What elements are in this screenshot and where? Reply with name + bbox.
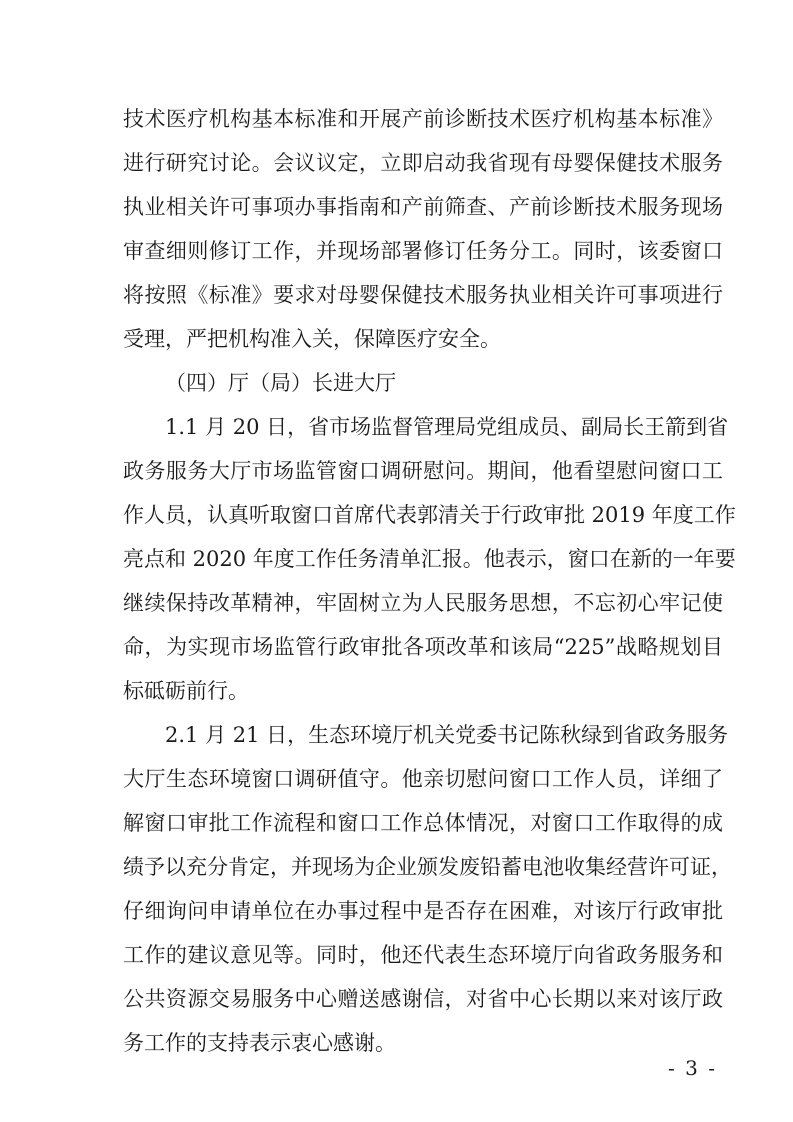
text-line: 解窗口审批工作流程和窗口工作总体情况，对窗口工作取得的成: [123, 811, 723, 835]
text-line: 命，为实现市场监管行政审批各项改革和该局“225”战略规划目: [123, 635, 723, 659]
text-line: 执业相关许可事项办事指南和产前筛查、产前诊断技术服务现场: [123, 195, 723, 219]
text-line: 政务服务大厅市场监管窗口调研慰问。期间，他看望慰问窗口工: [123, 459, 723, 483]
text-line: 审查细则修订工作，并现场部署修订任务分工。同时，该委窗口: [123, 239, 723, 263]
text-line: 公共资源交易服务中心赠送感谢信，对省中心长期以来对该厅政: [123, 987, 723, 1011]
text-line: 继续保持改革精神，牢固树立为人民服务思想，不忘初心牢记使: [123, 591, 723, 615]
text-line: 工作的建议意见等。同时，他还代表生态环境厅向省政务服务和: [123, 943, 723, 967]
text-line: 受理，严把机构准入关，保障医疗安全。: [123, 327, 501, 351]
page-number: - 3 -: [668, 1056, 717, 1080]
text-line: 作人员，认真听取窗口首席代表郭清关于行政审批 2019 年度工作: [123, 503, 736, 527]
text-line: 标砥砺前行。: [123, 679, 249, 703]
section-heading: （四）厅（局）长进大厅: [165, 371, 396, 395]
text-line: 亮点和 2020 年度工作任务清单汇报。他表示，窗口在新的一年要: [123, 547, 736, 571]
text-line: 技术医疗机构基本标准和开展产前诊断技术医疗机构基本标准》: [123, 107, 723, 131]
text-line: 绩予以充分肯定，并现场为企业颁发废铅蓄电池收集经营许可证，: [123, 855, 732, 879]
text-line: 务工作的支持表示衷心感谢。: [123, 1031, 396, 1055]
text-line: 1.1 月 20 日，省市场监督管理局党组成员、副局长王箭到省: [165, 415, 729, 439]
text-line: 仔细询问申请单位在办事过程中是否存在困难，对该厅行政审批: [123, 899, 723, 923]
text-line: 将按照《标准》要求对母婴保健技术服务执业相关许可事项进行: [123, 283, 723, 307]
text-line: 进行研究讨论。会议议定，立即启动我省现有母婴保健技术服务: [123, 151, 723, 175]
text-line: 大厅生态环境窗口调研值守。他亲切慰问窗口工作人员，详细了: [123, 767, 723, 791]
text-line: 2.1 月 21 日，生态环境厅机关党委书记陈秋绿到省政务服务: [165, 723, 729, 747]
